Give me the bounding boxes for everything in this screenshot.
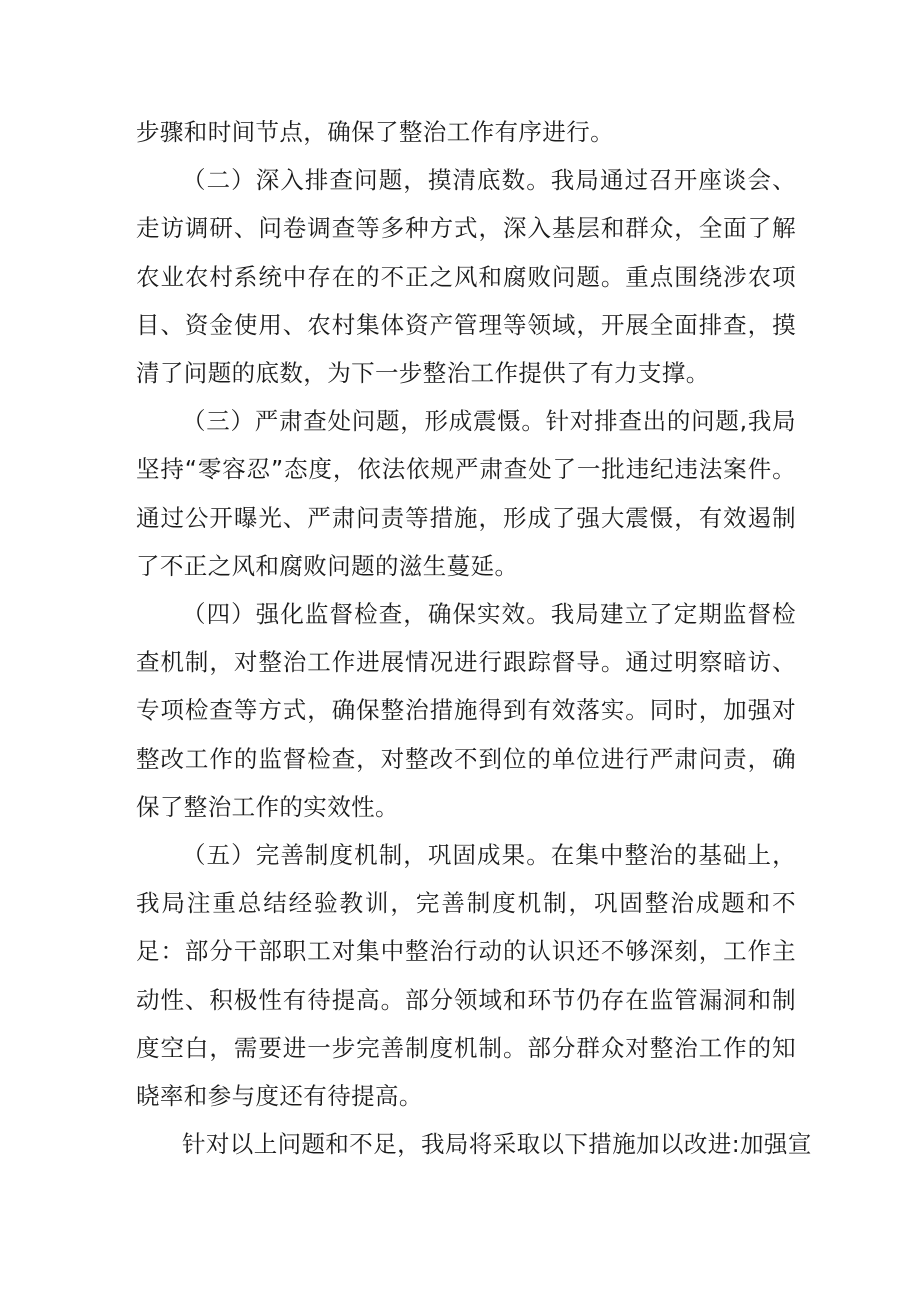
paragraph-section-4: （四）强化监督检查，确保实效。我局建立了定期监督检查机制，对整治工作进展情况进行跟踪督导。通过明察暗访、专项检查等方式，确保整治措施得到有效落实。同时，加强对整改工作的监督检查，对整改不到位的单位进行严肃问责，确保了整治工作的实效性。 <box>136 600 796 821</box>
paragraph-continuation: 步骤和时间节点，确保了整治工作有序进行。 <box>136 118 614 146</box>
paragraph-section-5: （五）完善制度机制，巩固成果。在集中整治的基础上，我局注重总结经验教训，完善制度机制，巩固整治成题和不足：部分干部职工对集中整治行动的认识还不够深刻，工作主动性、积极性有待提高。部分领域和环节仍存在监管漏洞和制度空白，需要进一步完善制度机制。部分群众对整治工作的知晓率和参与度还有待提高。 <box>136 841 796 1111</box>
body-text <box>136 108 812 1168</box>
paragraph-section-3: （三）严肃查处问题，形成震慑。针对排查出的问题,我局坚持“零容忍”态度，依法依规严肃查处了一批违纪违法案件。通过公开曝光、严肃问责等措施，形成了强大震慑，有效遏制了不正之风和腐败问题的滋生蔓延。 <box>136 407 796 580</box>
paragraph-measures: 针对以上问题和不足，我局将采取以下措施加以改进:加强宣 <box>182 1130 812 1159</box>
paragraph-section-2: （二）深入排查问题，摸清底数。我局通过召开座谈会、走访调研、问卷调查等多种方式，深入基层和群众，全面了解农业农村系统中存在的不正之风和腐败问题。重点围绕涉农项目、资金使用、农村集体资产管理等领域，开展全面排查，摸清了问题的底数，为下一步整治工作提供了有力支撑。 <box>136 166 796 388</box>
